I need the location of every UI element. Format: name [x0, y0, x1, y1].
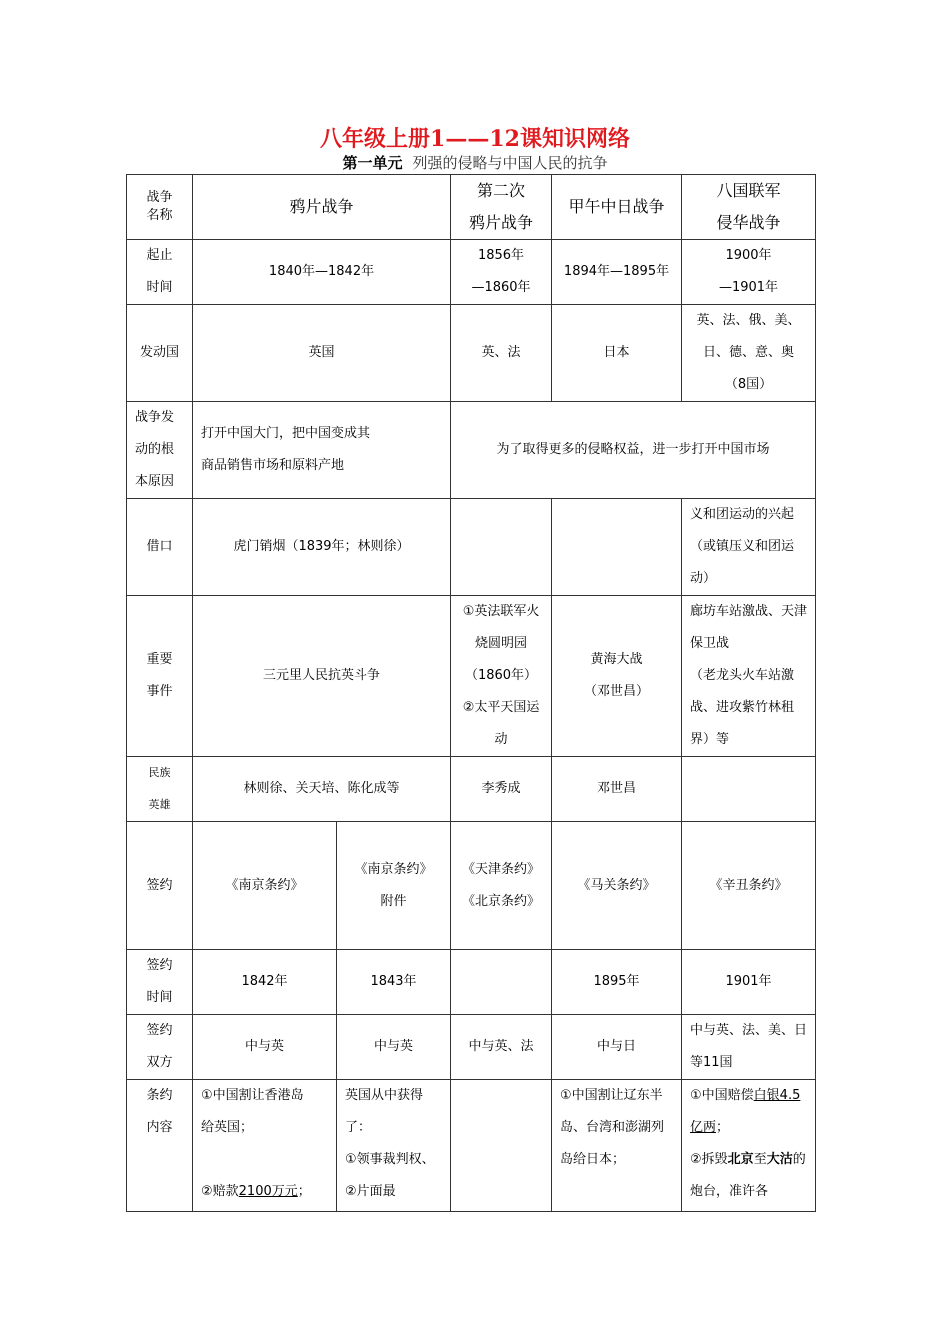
- cell: 1900年 —1901年: [682, 240, 816, 305]
- cell: 《辛丑条约》: [682, 822, 816, 950]
- cell: 鸦片战争: [193, 175, 451, 240]
- cell: 第二次 鸦片战争: [451, 175, 552, 240]
- cell: 中与英、法、美、日等11国: [682, 1015, 816, 1080]
- text: 2100万元: [238, 1184, 298, 1199]
- cell: 英、法: [451, 305, 552, 402]
- cell: 英国: [193, 305, 451, 402]
- cell: 条约 内容: [127, 1080, 193, 1212]
- cell: 中与英: [193, 1015, 337, 1080]
- cell: 林则徐、关天培、陈化成等: [193, 757, 451, 822]
- unit-subtitle: [0, 152, 950, 173]
- cell: 三元里人民抗英斗争: [193, 596, 451, 757]
- cell: 《天津条约》 《北京条约》: [451, 822, 552, 950]
- cell: 廊坊车站激战、天津保卫战 （老龙头火车站激战、进攻紫竹林租界）等: [682, 596, 816, 757]
- text: 的炮台，准许各: [690, 1152, 806, 1199]
- cell: 民族 英雄: [127, 757, 193, 822]
- cell: 李秀成: [451, 757, 552, 822]
- cell: 《南京条约》 附件: [337, 822, 451, 950]
- text: 至: [753, 1152, 767, 1167]
- cell: 八国联军 侵华战争: [682, 175, 816, 240]
- cell: 中与日: [552, 1015, 682, 1080]
- cell: 发动国: [127, 305, 193, 402]
- text: ； ②拆毁: [690, 1120, 730, 1167]
- cell: 为了取得更多的侵略权益，进一步打开中国市场: [451, 402, 816, 499]
- cell: 1840年—1842年: [193, 240, 451, 305]
- cell: 签约 双方: [127, 1015, 193, 1080]
- cell: ①英法联军火烧圆明园（1860年） ②太平天国运动: [451, 596, 552, 757]
- knowledge-table: [126, 174, 816, 1212]
- row-cause: [127, 402, 816, 499]
- row-pretext: [127, 499, 816, 596]
- row-countries: [127, 305, 816, 402]
- cell: 中与英: [337, 1015, 451, 1080]
- cell: [552, 499, 682, 596]
- cell: [451, 1080, 552, 1212]
- cell: 战争 名称: [127, 175, 193, 240]
- cell: 1895年: [552, 950, 682, 1015]
- page-title: 八年级上册1——12课知识网络: [320, 126, 630, 152]
- text: 白银4.5亿两: [690, 1088, 801, 1135]
- cell: 英国从中获得了： ①领事裁判权、②片面最: [337, 1080, 451, 1212]
- cell: 1842年: [193, 950, 337, 1015]
- cell: 虎门销烟（1839年；林则徐）: [193, 499, 451, 596]
- cell: 甲午中日战争: [552, 175, 682, 240]
- cell: 战争发动的根本原因: [127, 402, 193, 499]
- cell: 重要 事件: [127, 596, 193, 757]
- row-heroes: [127, 757, 816, 822]
- row-events: [127, 596, 816, 757]
- unit-name: 列强的侵略与中国人民的抗争: [412, 154, 608, 172]
- cell: 1856年 —1860年: [451, 240, 552, 305]
- text: 北京: [727, 1152, 754, 1167]
- cell: 《马关条约》: [552, 822, 682, 950]
- cell: 英、法、俄、美、日、德、意、奥 （8国）: [682, 305, 816, 402]
- cell: 邓世昌: [552, 757, 682, 822]
- row-war-name: [127, 175, 816, 240]
- row-period: [127, 240, 816, 305]
- cell: 1901年: [682, 950, 816, 1015]
- cell: 义和团运动的兴起（或镇压义和团运动）: [682, 499, 816, 596]
- row-parties: [127, 1015, 816, 1080]
- cell: 日本: [552, 305, 682, 402]
- text: ①中国割让香港岛 给英国； ②赔款: [201, 1088, 304, 1199]
- cell: 《南京条约》: [193, 822, 337, 950]
- text: ①中国赔偿: [690, 1088, 754, 1103]
- text: 大沽: [766, 1152, 793, 1167]
- cell: 黄海大战 （邓世昌）: [552, 596, 682, 757]
- cell: [451, 950, 552, 1015]
- cell: 签约 时间: [127, 950, 193, 1015]
- cell: [451, 499, 552, 596]
- cell: 中与英、法: [451, 1015, 552, 1080]
- row-treaty: [127, 822, 816, 950]
- row-content: [127, 1080, 816, 1212]
- text: ；: [297, 1184, 311, 1199]
- row-sign-time: [127, 950, 816, 1015]
- cell: 起止 时间: [127, 240, 193, 305]
- cell: 1843年: [337, 950, 451, 1015]
- cell: 打开中国大门，把中国变成其 商品销售市场和原料产地: [193, 402, 451, 499]
- cell: ①中国割让辽东半岛、台湾和澎湖列岛给日本；: [552, 1080, 682, 1212]
- cell: [682, 1080, 816, 1212]
- unit-label: 第一单元: [342, 154, 403, 172]
- cell: 签约: [127, 822, 193, 950]
- cell: [682, 757, 816, 822]
- cell: 借口: [127, 499, 193, 596]
- cell: [193, 1080, 337, 1212]
- cell: 1894年—1895年: [552, 240, 682, 305]
